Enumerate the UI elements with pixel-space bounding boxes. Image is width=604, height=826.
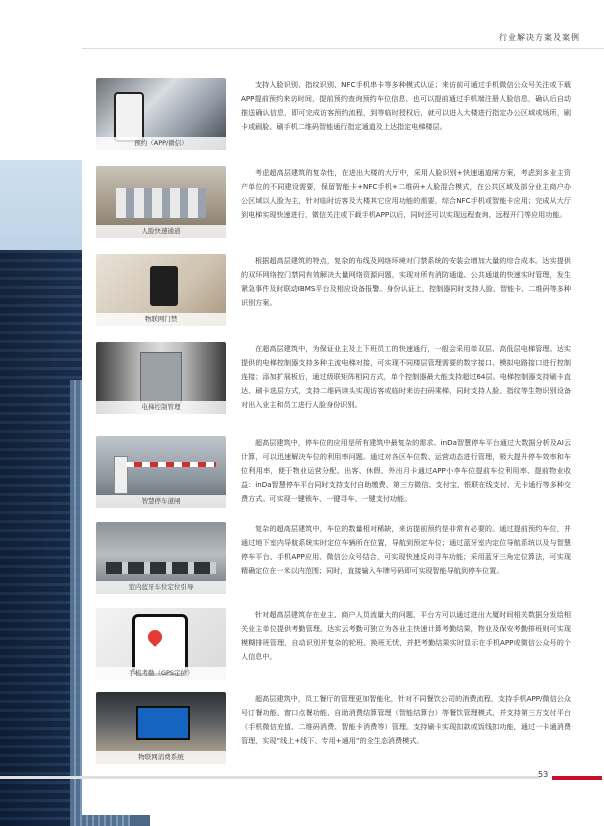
image-caption: 物联网消费系统 (96, 751, 226, 764)
preview-image (96, 78, 226, 150)
image-caption: 电梯控制管理 (96, 401, 226, 414)
preview-image (96, 166, 226, 238)
preview-image (96, 254, 226, 326)
section-text: 支持人脸识别、指纹识别、NFC手机串卡等多种模式认证；来访前可通过手机微信公众号关注或下载APP提前预约来访时间，提前预约查询预约车位信息，也可以提前通过手机端注册人脸信息，确认后自动推送确认信息，即可完成访客预约流程，到等临时授权后，就可以进入大楼进行指定办公区域或场所，刷卡或刷脸、刷手机二维码智能通行指定通道及上达指定电梯楼层。 (241, 80, 571, 131)
page-number: 53 (538, 770, 549, 779)
footer-accent-bar (552, 776, 602, 780)
section-text: 在超高层建筑中，为保证业主及上下班员工的快速通行，一般会采用单双层、高低层电梯管理。达实提供的电梯控制器支持多种主流电梯对接，可实现不同楼层管理需要的数字接口、模拟电路接口进行控制连接；添加扩展板后，通过级联矩阵相同方式，单个控制器最大能支持超过64层。电梯控制器支持刷卡直达、刷卡选层方式，支持二维码读头实现访客或临时来访扫码乘梯，同时支持人脸、指纹等生物识别设备对出入业主和员工进行人脸身份识别。 (241, 344, 571, 409)
image-caption: 智慧停车道闸 (96, 495, 226, 508)
preview-image (96, 436, 226, 508)
section-text: 超高层建筑中，停车位的应用是所有建筑中最复杂的需求。inDa智慧停车平台通过大数据分析及AI云计算，可以迅速解决车位的利用率问题。通过对各区车位数、运营动态进行管理，极大提升停车效率和车位利用率，便于物业运营分配。出客、休假、外出月卡通过APP小李车位提前车位利用率、提前物业收益：inDa智慧停车平台同时支持支付自助缴费、第三方微信、支付宝、银联在线支付、无卡通行等多种交费方式。可实现一键锁车、一键寻车、一键支付功能。 (241, 438, 571, 503)
section-text: 根据超高层建筑的特点，复杂的布线及网络环境对门禁系统的安装会增加大量的综合成本。达实提供的双环网络控门禁同有效解决大量网络资源问题，实现对所有消防通道、公共通道的快速实时管理，发生紧急事件及时联动IBMS平台及相应设备报警。身份认证上，控制器同时支持人脸、智能卡、二维码等多种识别方案。 (241, 256, 571, 307)
image-caption: 物联网门禁 (96, 313, 226, 326)
preview-image (96, 342, 226, 414)
section-row (96, 436, 576, 512)
footer-rule (0, 776, 540, 779)
header-rule (82, 48, 604, 49)
section-row (96, 78, 576, 154)
preview-image (96, 522, 226, 594)
parked-cars-icon (106, 562, 216, 574)
section-row (96, 342, 576, 418)
image-caption: 室内蓝牙车位定位引导 (96, 581, 226, 594)
access-reader-icon (150, 266, 178, 306)
section-text: 复杂的超高层建筑中，车位的数量相对稀缺，来访提前预约是非常有必要的。通过提前预约车位，并通过地下室内导航系统实时定位车辆所在位置，导航到预定车位；通过蓝牙室内定位导航系统以及与智慧停车平台、手机APP应用、微信公众号结合，可实现快速反向寻车功能；采用蓝牙三角定位算法，可实现精确定位在一米以内范围；同时，直接输入车牌号码即可实现智能导航到停车位置。 (241, 524, 571, 575)
preview-image (96, 692, 226, 764)
section-header: 行业解决方案及案例 (499, 33, 580, 42)
section-text: 超高层建筑中，员工餐厅的管理更加智能化，针对不同餐饮公司的消费流程，支持手机APP/微信公众号订餐功能、窗口点餐功能、自助消费结算管理（智能结算台）等餐饮管理模式，并支持第三方支付平台（手机微信充值、二维码消费、智能卡消费等）管理。支持刷卡实现扣款或饭线扣功能，通过一卡通消费管理，实现“线上+线下、专用+通用”的全生态消费模式。 (241, 694, 571, 745)
section-text: 考虑超高层建筑的复杂性，在进出大楼的大厅中，采用人脸识别+快速通道闸方案，考虑到多业主资产单位的不同建设需要，保留智能卡+NFC手机+二维码+人脸混合模式，在公共区域及部分业主商户办公区域以人脸为主，针对临时访客及大楼其它应用功能的需要，综合NFC手机或智能卡应用；完成从大厅到电梯实现快速进行，微信关注或下载手机APP以后，同时还可以实现远程查询、远程开门等应用功能。 (241, 168, 571, 219)
section-row (96, 522, 576, 598)
section-row (96, 166, 576, 242)
elevator-door-icon (140, 352, 182, 404)
section-text: 针对超高层建筑存在业主、商户人员流量大的问题，平台方可以通过进出大厦时间相关数据分发给相关业主单位提供考勤管理。达实云考勤可独立为各业主快速计算考勤结果，物业及保安考勤排班则可实现模糊排班管理，自动识别并复杂的轮班、换班无忧，并把考勤结果实时显示在手机APP或微信公众号的个人信息中。 (241, 610, 571, 661)
image-caption: 手机考勤（GPS定位） (96, 667, 226, 680)
image-caption: 预约（APP/微信） (96, 137, 226, 150)
section-row (96, 608, 576, 684)
section-row (96, 692, 576, 768)
section-row (96, 254, 576, 330)
phone-icon (114, 92, 144, 142)
pos-terminal-icon (136, 706, 190, 740)
preview-image (96, 608, 226, 680)
image-caption: 人脸快速通道 (96, 225, 226, 238)
turnstile-icon (116, 188, 206, 218)
barrier-arm-icon (126, 462, 216, 467)
